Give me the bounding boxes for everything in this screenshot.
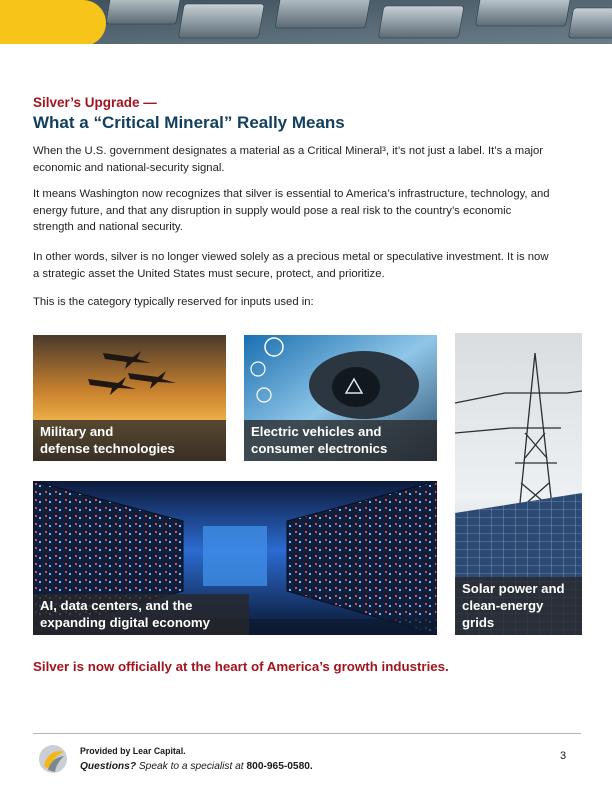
tile-caption: Military and defense technologies bbox=[33, 420, 226, 461]
tile-caption: AI, data centers, and the expanding digital economy bbox=[33, 594, 249, 635]
phone-number[interactable]: 800-965-0580. bbox=[246, 761, 313, 772]
tile-caption: Solar power and clean-energy grids bbox=[455, 577, 582, 635]
section-kicker: Silver’s Upgrade — bbox=[33, 95, 157, 110]
tagline: Silver is now officially at the heart of America’s growth industries. bbox=[33, 659, 449, 674]
page-title: What a “Critical Mineral” Really Means bbox=[33, 113, 345, 132]
paragraph-4: This is the category typically reserved for inputs used in: bbox=[33, 296, 314, 308]
yellow-tab bbox=[0, 0, 106, 44]
lear-capital-logo bbox=[38, 744, 68, 774]
tile-solar-grid bbox=[455, 333, 582, 635]
paragraph-2: It means Washington now recognizes that silver is essential to America’s infrastructure, technology, and energy future, and that any disruption in supply would pose a real risk to the country’s economic strength and national security. bbox=[33, 188, 550, 233]
tile-military bbox=[33, 335, 226, 461]
provided-by: Provided by Lear Capital. bbox=[80, 746, 186, 756]
header-banner bbox=[0, 0, 612, 44]
tile-electric-vehicles bbox=[244, 335, 437, 461]
contact-line bbox=[80, 761, 313, 772]
page-number: 3 bbox=[560, 750, 567, 762]
questions-text: Speak to a specialist at bbox=[136, 761, 247, 772]
questions-label: Questions? bbox=[80, 761, 137, 772]
tile-caption: Electric vehicles and consumer electronics bbox=[244, 420, 437, 461]
paragraph-1: When the U.S. government designates a material as a Critical Mineral³, it’s not just a label. It’s a major economic and national-security signal. bbox=[33, 145, 544, 174]
paragraph-3: In other words, silver is no longer viewed solely as a precious metal or speculative investment. It is now a strategic asset the United States must secure, protect, and prioritize. bbox=[33, 251, 549, 280]
footer-divider bbox=[33, 733, 581, 734]
tile-data-centers bbox=[33, 481, 437, 635]
